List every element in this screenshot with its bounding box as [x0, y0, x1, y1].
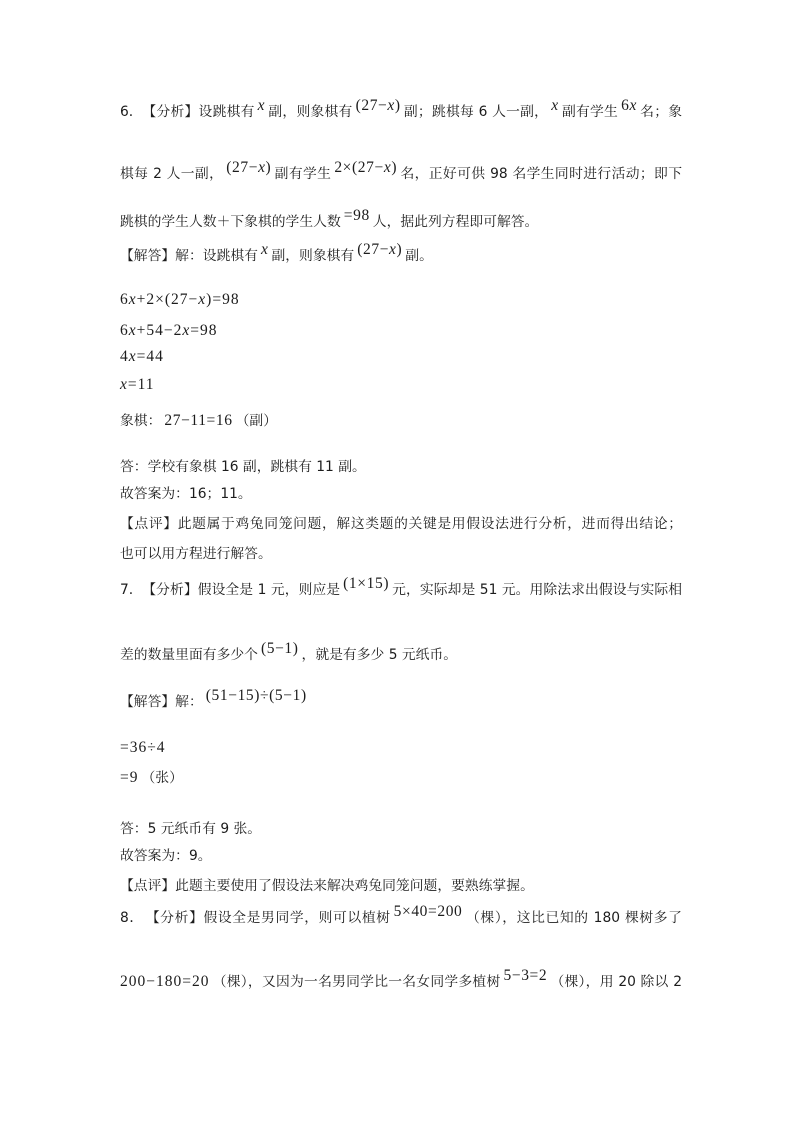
math-expression: (27−x): [226, 159, 272, 176]
math-expression: x: [551, 97, 559, 114]
analysis-text: 副；跳棋每 6 人一副，: [403, 104, 549, 120]
math-expression: x: [260, 241, 269, 258]
analysis-text: （棵），用 20 除以 2: [550, 974, 682, 990]
equation: 6x+2×(27−x)=98: [120, 291, 240, 308]
question-number: 8．: [120, 910, 144, 926]
q7-final-answer: [120, 844, 682, 868]
q6-final-answer: [120, 482, 682, 506]
math-expression: (27−x): [357, 241, 403, 258]
analysis-text: 人，据此列方程即可解答。: [372, 214, 539, 230]
calc-unit: （副）: [235, 413, 277, 429]
analysis-text: 元，实际却是 51 元。用除法求出假设与实际相: [392, 582, 682, 598]
q6-equation-2: [120, 319, 682, 343]
math-expression: =98: [343, 207, 370, 224]
analysis-text: 副有学生: [561, 104, 619, 120]
math-expression: x: [257, 97, 266, 114]
question-number: 7.: [120, 582, 134, 598]
answer-text: 答：5 元纸币有 9 张。: [120, 821, 262, 837]
math-expression: 6x: [621, 97, 637, 114]
question-number: 6.: [120, 104, 134, 120]
math-expression: 2×(27−x): [334, 159, 398, 176]
q6-analysis-line-2: [120, 159, 683, 186]
q6-equation-4: [120, 373, 682, 397]
math-expression: (27−x): [355, 97, 401, 114]
analysis-text: 名，正好可供 98 名学生同时进行活动；即下: [400, 166, 683, 182]
math-expression: 27−11=16: [164, 412, 233, 429]
math-expression: (51−15)÷(5−1): [205, 687, 307, 704]
calc-label: 象棋：: [120, 413, 162, 429]
q6-solution-intro: [120, 241, 682, 268]
q7-analysis-line-1: [120, 575, 682, 602]
analysis-text: 副有学生: [274, 166, 332, 182]
q6-equation-1: [120, 288, 682, 312]
analysis-text: 差的数量里面有多少个: [120, 647, 258, 663]
analysis-text: 【分析】假设全是 1 元，则应是: [142, 582, 341, 598]
comment-text: 【点评】此题属于鸡兔同笼问题，解这类题的关键是用假设法进行分析，进而得出结论；: [120, 516, 682, 532]
q7-analysis-line-2: [120, 640, 682, 667]
analysis-text: （棵），这比已知的 180 棵树多了: [465, 910, 682, 926]
comment-text: 【点评】此题主要使用了假设法来解决鸡兔同笼问题，要熟练掌握。: [120, 878, 534, 894]
solution-text: 【解答】解：设跳棋有: [120, 248, 258, 264]
q6-chess-calculation: [120, 409, 682, 433]
equation: x=11: [120, 376, 155, 393]
analysis-text: ，就是有多少 5 元纸币。: [301, 647, 458, 663]
q6-analysis-line-3: [120, 207, 682, 234]
solution-text: 【解答】解：: [120, 694, 203, 710]
comment-text: 也可以用方程进行解答。: [120, 546, 272, 562]
analysis-text: 副，则象棋有: [268, 104, 353, 120]
final-answer-text: 故答案为：9。: [120, 848, 212, 864]
q7-answer: [120, 817, 682, 841]
analysis-text: 跳棋的学生人数＋下象棋的学生人数: [120, 214, 341, 230]
equation: =36÷4: [120, 739, 166, 756]
solution-text: 副，则象棋有: [271, 248, 355, 264]
calc-unit: （张）: [141, 770, 183, 786]
analysis-text: （棵），又因为一名男同学比一名女同学多植树: [212, 974, 501, 990]
q6-comment-line-1: [120, 512, 682, 536]
q7-comment: [120, 874, 682, 898]
solution-text: 副。: [405, 248, 433, 264]
equation: 4x=44: [120, 348, 164, 365]
q7-step-1: [120, 736, 682, 760]
analysis-text: 棋每 2 人一副，: [120, 166, 224, 182]
analysis-text: 【分析】假设全是男同学，则可以植树: [152, 910, 391, 926]
analysis-text: 【分析】设跳棋有: [142, 104, 255, 120]
analysis-text: 名；象: [639, 104, 683, 120]
q7-step-2: [120, 766, 682, 790]
q8-analysis-line-1: [120, 903, 682, 930]
q6-equation-3: [120, 345, 682, 369]
math-expression: 200−180=20: [120, 973, 210, 990]
math-expression: (1×15): [343, 575, 390, 592]
equation: 6x+54−2x=98: [120, 322, 218, 339]
q7-solution: [120, 687, 682, 714]
final-answer-text: 故答案为：16；11。: [120, 486, 252, 502]
math-expression: 5−3=2: [503, 967, 548, 984]
q6-comment-line-2: [120, 542, 682, 566]
equation: =9: [120, 769, 139, 786]
answer-text: 答：学校有象棋 16 副，跳棋有 11 副。: [120, 459, 366, 475]
q6-answer: [120, 455, 682, 479]
math-expression: 5×40=200: [393, 903, 463, 920]
q8-analysis-line-2: [120, 967, 682, 994]
q6-analysis-line-1: [120, 97, 683, 124]
math-expression: (5−1): [260, 640, 299, 657]
